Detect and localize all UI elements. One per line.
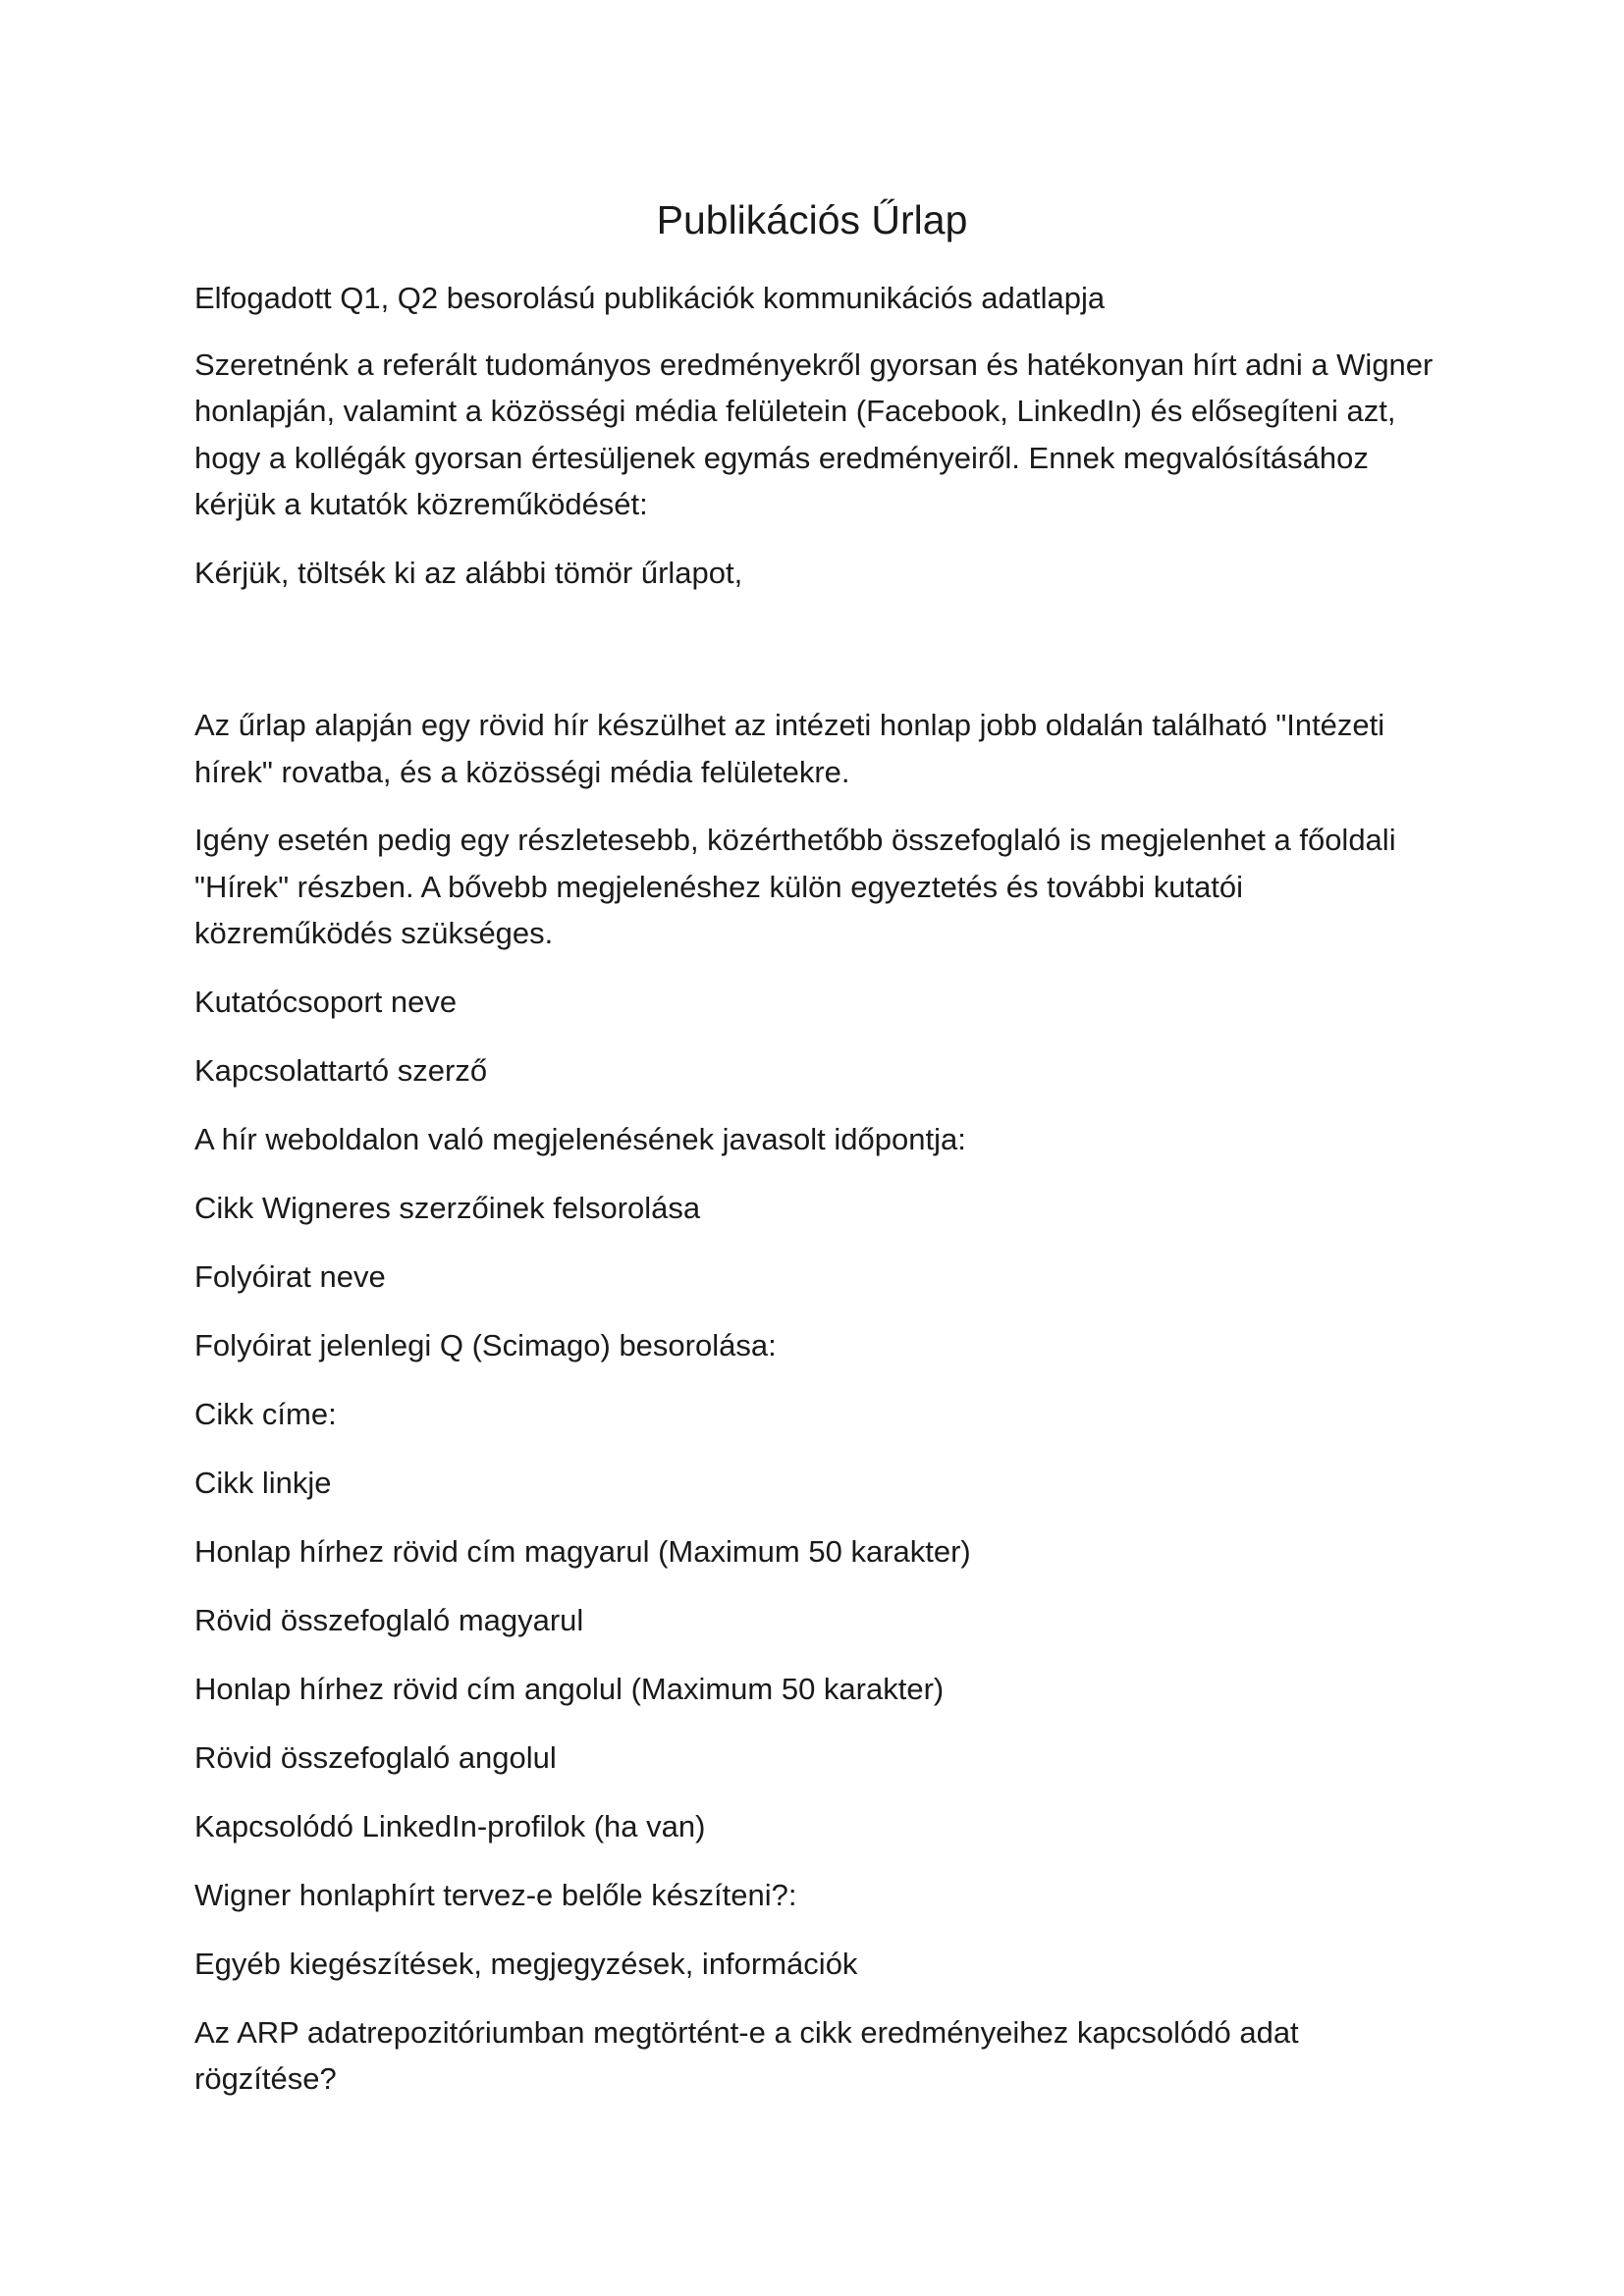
page-title: Publikációs Űrlap bbox=[656, 197, 968, 242]
field-label-short-title-en: Honlap hírhez rövid cím angolul (Maximum 50 karakter) bbox=[194, 1671, 945, 1706]
short-news-info-paragraph: Az űrlap alapján egy rövid hír készülhet az intézeti honlap jobb oldalán található "Intézeti hírek" rovatba, és a közösségi média felületekre. bbox=[194, 708, 1385, 789]
field-label-research-group: Kutatócsoport neve bbox=[194, 984, 458, 1019]
request-paragraph: Kérjük, töltsék ki az alábbi tömör űrlapot, bbox=[194, 555, 743, 590]
field-label-arp-repository: Az ARP adatrepozitóriumban megtörtént-e a cikk eredményeihez kapcsolódó adat rögzítése? bbox=[194, 2014, 1299, 2096]
document-body bbox=[194, 275, 1441, 2124]
field-label-article-link: Cikk linkje bbox=[194, 1465, 332, 1500]
form-field-list bbox=[194, 979, 1441, 2103]
field-label-other-notes: Egyéb kiegészítések, megjegyzések, információk bbox=[194, 1946, 858, 1981]
field-label-article-title: Cikk címe: bbox=[194, 1396, 337, 1431]
long-news-info-paragraph: Igény esetén pedig egy részletesebb, közérthetőbb összefoglaló is megjelenhet a főoldali "Hírek" részben. A bővebb megjelenéshez külön egyeztetés és további kutatói közreműködés szükséges. bbox=[194, 823, 1396, 950]
document-subtitle: Elfogadott Q1, Q2 besorolású publikációk kommunikációs adatlapja bbox=[194, 281, 1106, 315]
intro-paragraph: Szeretnénk a referált tudományos eredményekről gyorsan és hatékonyan hírt adni a Wigner honlapján, valamint a közösségi média felületein (Facebook, LinkedIn) és elősegíteni azt, hogy a kollégák gyorsan értesüljenek egymás eredményeiről. Ennek megvalósításához kérjük a kutatók közreműködését: bbox=[194, 347, 1434, 521]
field-label-wigner-authors: Cikk Wigneres szerzőinek felsorolása bbox=[194, 1190, 701, 1225]
field-label-website-news-plan: Wigner honlaphírt tervez-e belőle készíteni?: bbox=[194, 1877, 797, 1912]
field-label-contact-author: Kapcsolattartó szerző bbox=[194, 1052, 488, 1088]
field-label-summary-en: Rövid összefoglaló angolul bbox=[194, 1739, 557, 1775]
field-label-journal-q-rank: Folyóirat jelenlegi Q (Scimago) besorolása: bbox=[194, 1327, 777, 1362]
field-label-linkedin-profiles: Kapcsolódó LinkedIn-profilok (ha van) bbox=[194, 1808, 706, 1843]
field-label-short-title-hu: Honlap hírhez rövid cím magyarul (Maximum 50 karakter) bbox=[194, 1533, 971, 1569]
field-label-journal-name: Folyóirat neve bbox=[194, 1258, 386, 1294]
field-label-summary-hu: Rövid összefoglaló magyarul bbox=[194, 1602, 584, 1637]
field-label-publication-date: A hír weboldalon való megjelenésének javasolt időpontja: bbox=[194, 1121, 966, 1156]
